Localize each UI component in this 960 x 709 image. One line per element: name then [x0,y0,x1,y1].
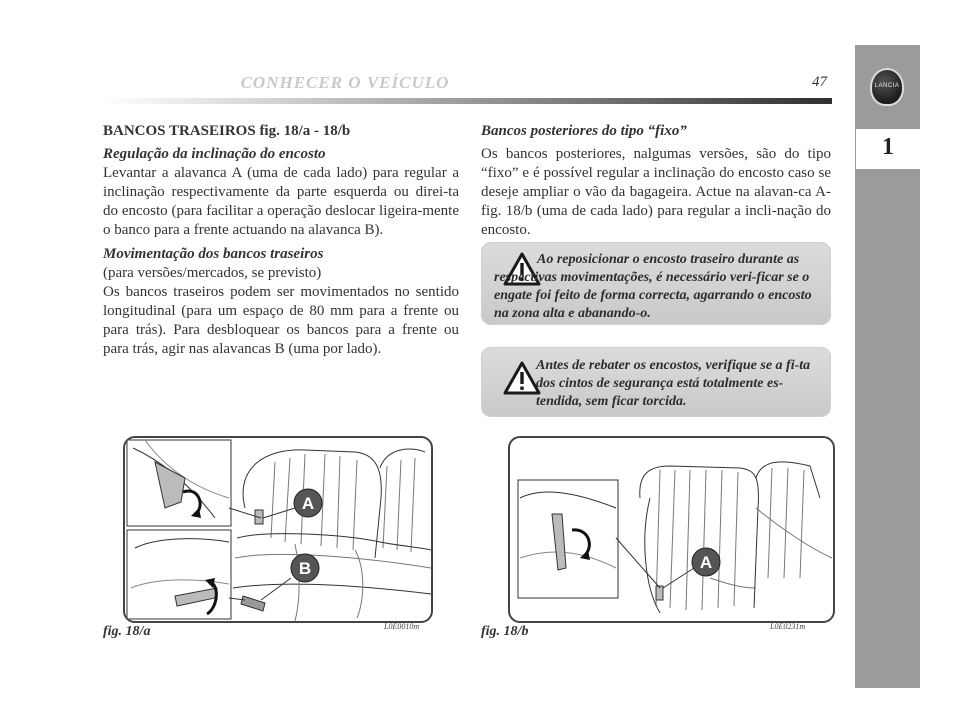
page-number: 47 [812,74,827,90]
figure-18b [508,436,835,623]
paragraph-fixed-seats: Os bancos posteriores, nalgumas versões, são do tipo “fixo” e é possível regular a inclinação do encosto caso se deseje ampliar o vão da bagageira. Actue na alavan-ca A-fig. 18/b (uma de cada lado) para regular a incli-nação do encosto. [481,146,831,238]
warning-text: Antes de rebater os encostos, verifique se a fi-ta dos cintos de segurança está totalmente es-tendida, sem ficar torcida. [536,358,811,409]
left-column [103,122,459,364]
figure-18a [123,436,433,623]
chapter-indicator [856,129,920,169]
figure-caption: fig. 18/b [481,624,529,639]
paragraph-movement: Os bancos traseiros podem ser movimentados no sentido longitudinal (para um espaço de 80 mm para a frente ou para trás). Para desbloquear os bancos para a frente ou para trás, agir nas alavancas B (uma por lado). [103,284,459,357]
subheading-fixed-seats: Bancos posteriores do tipo “fixo” [481,123,687,139]
chapter-number: 1 [882,134,894,160]
callout-a: A [699,553,713,572]
page-header-title: CONHECER O VEÍCULO [240,73,450,92]
paragraph-backrest: Levantar a alavanca A (uma de cada lado) para regular a inclinação respectivamente da parte esquerda ou direi-ta do encosto (para facilitar a operação deslocar ligeira-mente o banco para a frente actuando na alavanca B). [103,165,459,238]
right-column [481,122,831,245]
logo-text: LANCIA [874,83,900,89]
figure-code: L0E0231m [770,622,806,631]
lancia-logo-icon [870,68,904,106]
subheading-backrest: Regulação da inclinação do encosto [103,146,326,162]
warning-box [481,347,831,417]
warning-text: Ao reposicionar o encosto traseiro durante as respectivas movimentações, é necessário veri-ficar se o engate foi feito de forma correcta, agarrando o encosto na zona alta e abanando-o. [494,252,812,321]
figure-code: L0E0010m [384,622,420,631]
section-heading: BANCOS TRASEIROS fig. 18/a - 18/b [103,123,351,139]
rear-seats-illustration-a [125,438,431,621]
callout-b: B [298,559,312,578]
subheading-movement: Movimentação dos bancos traseiros [103,246,324,262]
header-rule [104,98,832,104]
paragraph-versions: (para versões/mercados, se previsto) [103,265,322,281]
warning-box [481,242,831,325]
callout-a: A [301,494,315,513]
figure-caption: fig. 18/a [103,624,151,639]
rear-seats-illustration-b [510,438,833,621]
